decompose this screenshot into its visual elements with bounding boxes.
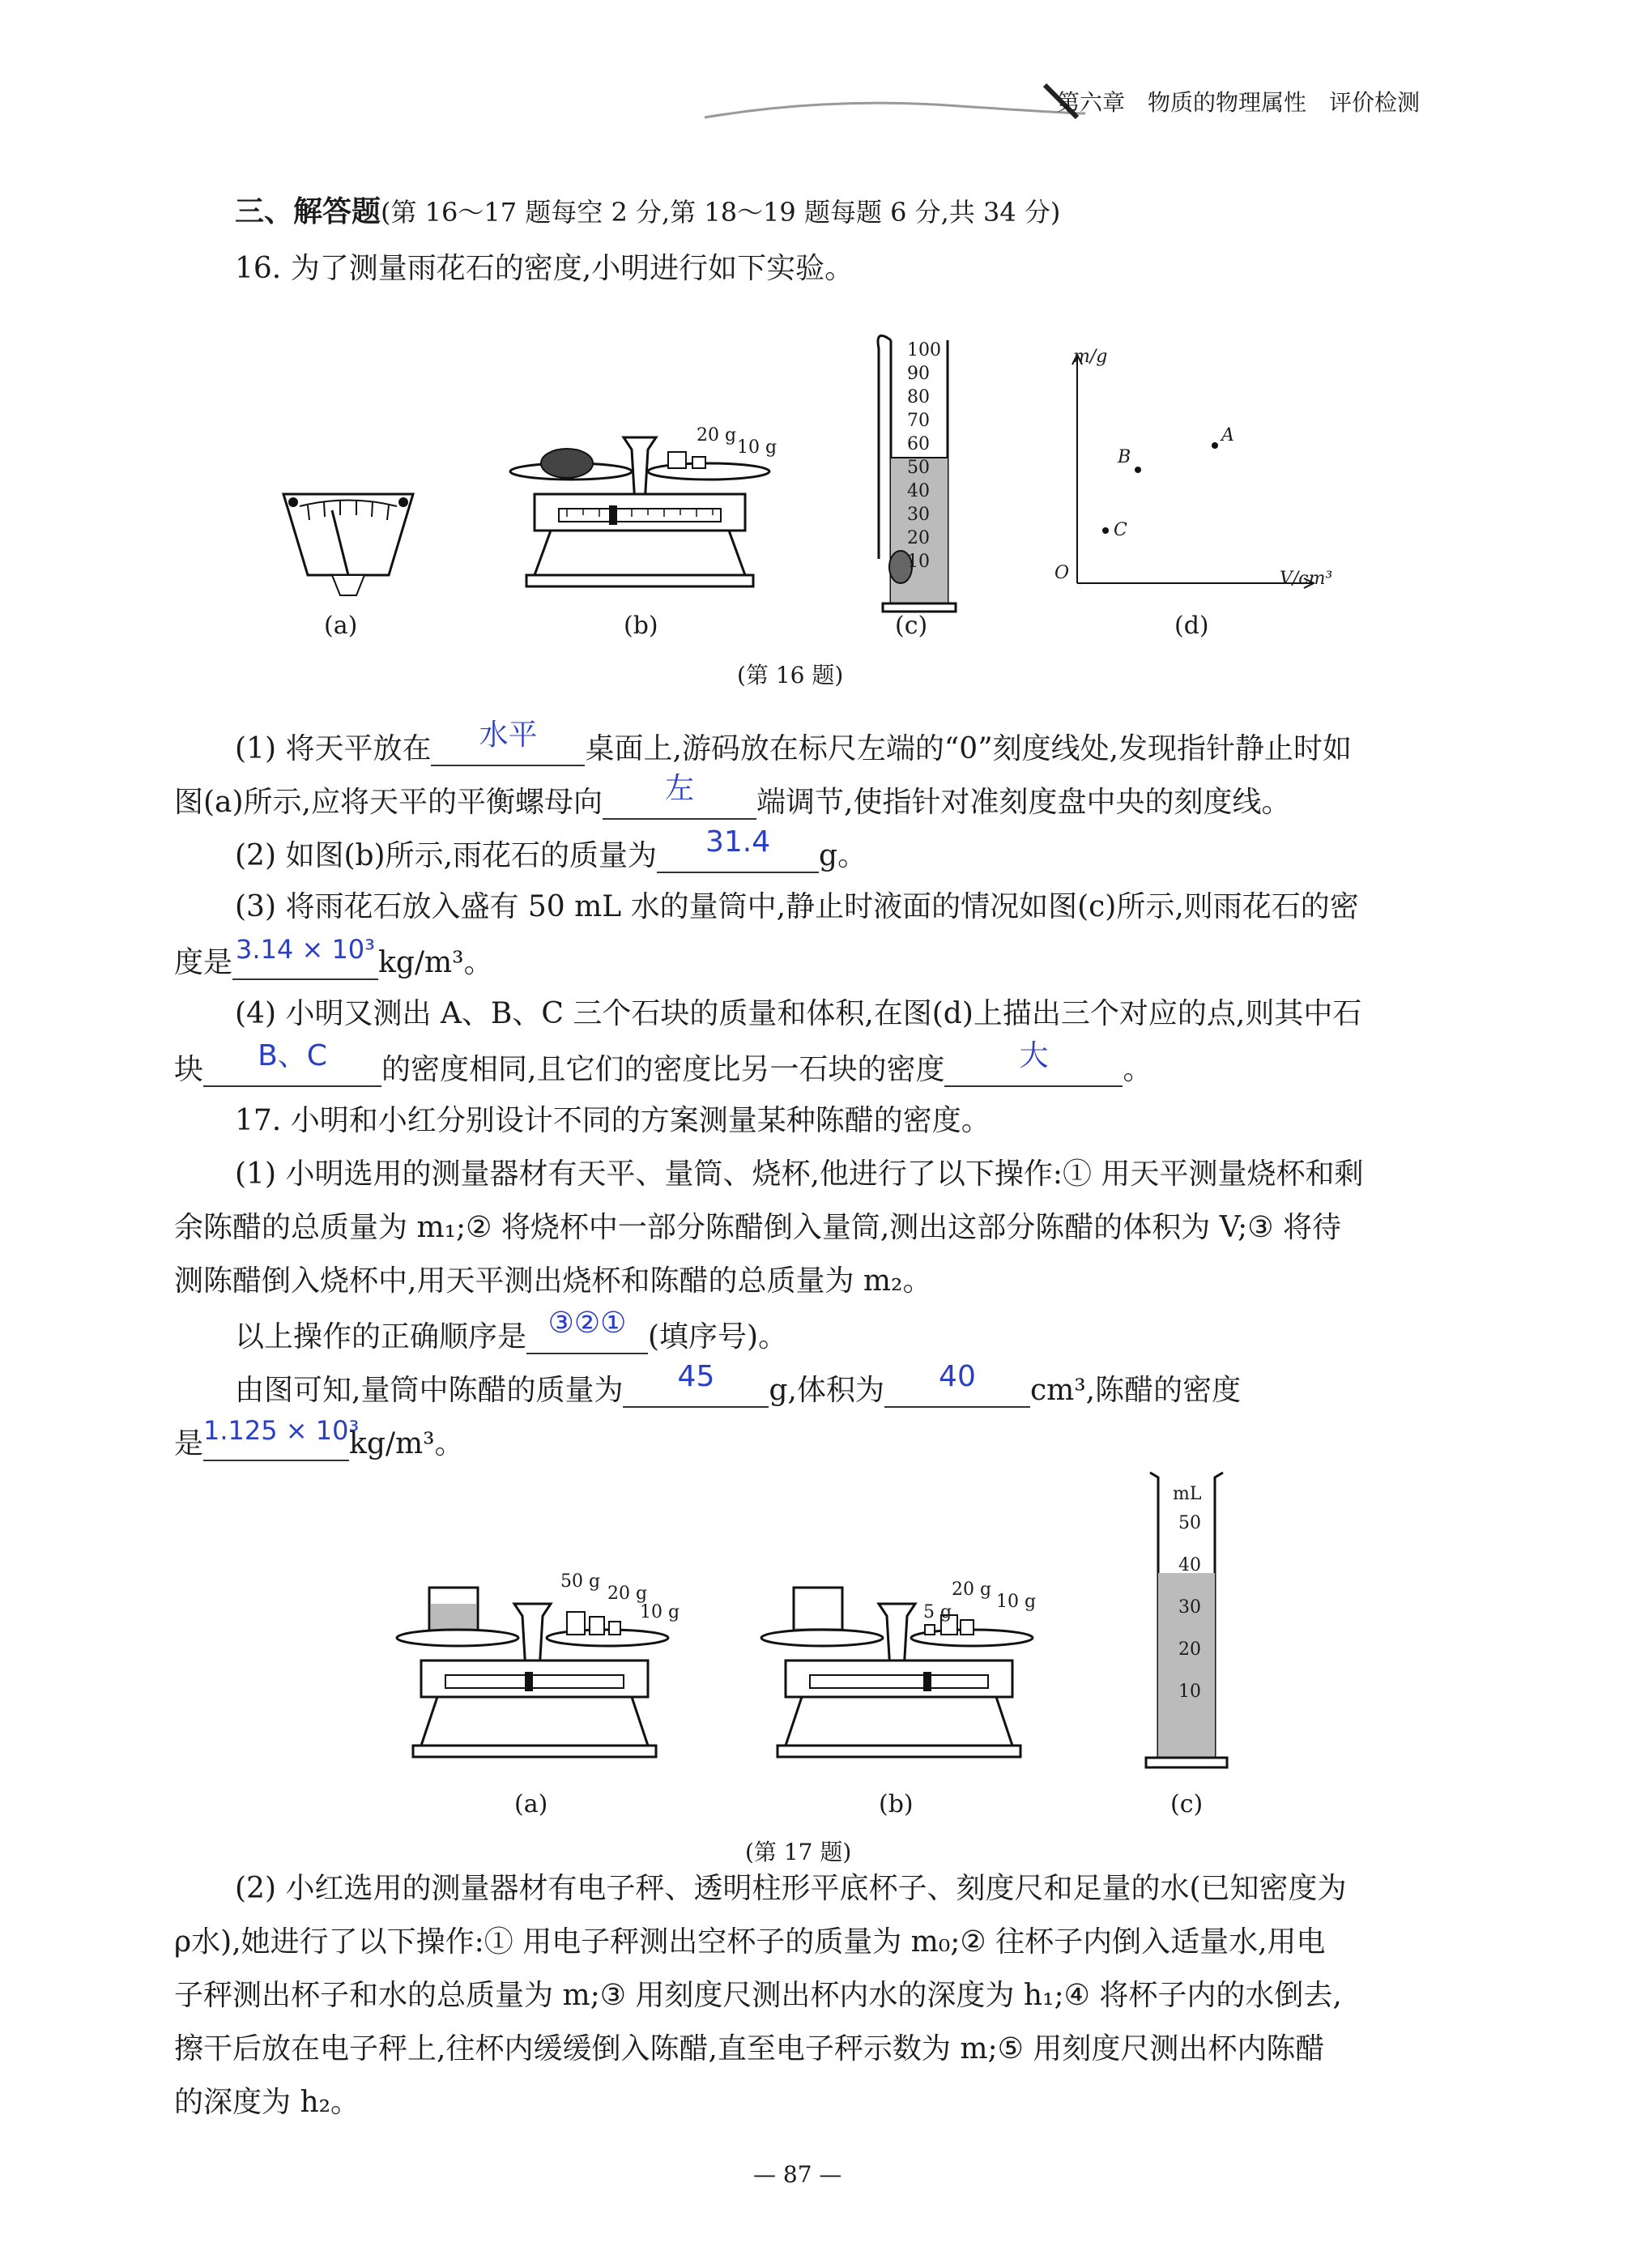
fig16-label-a: (a) xyxy=(324,612,358,640)
tick: 60 xyxy=(907,434,930,454)
fig16b-balance xyxy=(502,429,778,608)
answer: 1.125 × 10³ xyxy=(203,1415,360,1446)
q16-p4-line2 xyxy=(174,1039,1152,1087)
fig17c-unit: mL xyxy=(1173,1484,1202,1504)
answer: 40 xyxy=(939,1360,976,1393)
tick: 90 xyxy=(907,364,930,384)
fig16b-weight-10g: 10 g xyxy=(737,437,778,458)
fig17-label-a: (a) xyxy=(514,1790,548,1818)
point-B xyxy=(1135,467,1141,473)
fig17a-weight-10g: 10 g xyxy=(640,1602,680,1622)
answer: B、C xyxy=(258,1039,327,1072)
q17-density xyxy=(174,1415,464,1461)
q17-p2-line4: 擦干后放在电子秤上,往杯内缓缓倒入陈醋,直至电子秤示数为 m;⑤ 用刻度尺测出杯内陈醋 xyxy=(174,2032,1325,2066)
fig17b-weight-5g: 5 g xyxy=(923,1602,952,1622)
text: 桌面上,游码放在标尺左端的“0”刻度线处,发现指针静止时如 xyxy=(585,731,1353,765)
answer: ③②① xyxy=(547,1307,627,1340)
point-A xyxy=(1212,442,1218,449)
tick: 70 xyxy=(907,411,930,431)
q16-p3-line1: (3) 将雨花石放入盛有 50 mL 水的量筒中,静止时液面的情况如图(c)所示,则雨花石的密 xyxy=(235,890,1359,923)
graph-xlabel: V/cm³ xyxy=(1280,569,1333,589)
text: 由图可知,量筒中陈醋的质量为 xyxy=(235,1373,624,1407)
fig17c-tick: 40 xyxy=(1178,1555,1201,1575)
q17-p2-line3: 子秤测出杯子和水的总质量为 m;③ 用刻度尺测出杯内水的深度为 h₁;④ 将杯子内的水倒去, xyxy=(174,1979,1342,2012)
text: g。 xyxy=(819,838,867,872)
point-C xyxy=(1102,527,1109,534)
blank-6[interactable] xyxy=(944,1039,1123,1087)
text: 块 xyxy=(174,1052,204,1086)
q16-p3-line2 xyxy=(174,934,493,980)
tick: 50 xyxy=(907,458,930,478)
fig17c-tick: 10 xyxy=(1178,1682,1201,1702)
fig17a-weight-20g: 20 g xyxy=(607,1584,648,1604)
fig17c-tick: 50 xyxy=(1178,1513,1201,1533)
answer: 3.14 × 10³ xyxy=(236,934,375,965)
q17-p1-line2: 余陈醋的总质量为 m₁;② 将烧杯中一部分陈醋倒入量筒,测出这部分陈醋的体积为 V;③ 将待 xyxy=(174,1211,1341,1244)
q16-p4-line1: (4) 小明又测出 A、B、C 三个石块的质量和体积,在图(d)上描出三个对应的点,则其中石 xyxy=(235,997,1362,1030)
blank-10[interactable] xyxy=(203,1415,360,1461)
header-swoosh xyxy=(705,81,1093,130)
answer: 31.4 xyxy=(705,825,771,859)
tick: 20 xyxy=(907,528,930,548)
fig17-caption: (第 17 题) xyxy=(745,1839,852,1865)
figure-17 xyxy=(373,1466,1263,1863)
fig16-label-c: (c) xyxy=(895,612,928,640)
q17-p1-line3: 测陈醋倒入烧杯中,用天平测出烧杯和陈醋的总质量为 m₂。 xyxy=(174,1264,932,1298)
q17-order xyxy=(235,1307,788,1354)
tick: 40 xyxy=(907,481,930,501)
text: 。 xyxy=(1123,1052,1152,1086)
fig17a-weight-50g: 50 g xyxy=(560,1571,601,1592)
fig16-label-b: (b) xyxy=(624,612,658,640)
tick: 80 xyxy=(907,387,930,407)
text: 度是 xyxy=(174,945,233,979)
text: 以上操作的正确顺序是 xyxy=(235,1319,527,1354)
figure-16 xyxy=(243,308,1377,688)
graph-label-B: B xyxy=(1118,447,1131,467)
answer: 左 xyxy=(664,772,694,805)
graph-ylabel: m/g xyxy=(1073,347,1108,367)
blank-3[interactable] xyxy=(657,825,819,873)
fig17-label-c: (c) xyxy=(1170,1790,1204,1818)
fig16-label-d: (d) xyxy=(1174,612,1209,640)
text: 的密度相同,且它们的密度比另一石块的密度 xyxy=(381,1052,945,1086)
section-note: (第 16～17 题每空 2 分,第 18～19 题每题 6 分,共 34 分) xyxy=(381,197,1061,228)
blank-2[interactable] xyxy=(603,772,756,820)
page-number: — 87 — xyxy=(753,2161,842,2188)
q16-p1-line1 xyxy=(235,718,1353,766)
answer: 水平 xyxy=(479,718,538,752)
fig16a-dial xyxy=(275,478,421,599)
text: g,体积为 xyxy=(769,1373,884,1407)
fig17-label-b: (b) xyxy=(879,1790,914,1818)
text: (1) 将天平放在 xyxy=(235,731,432,765)
blank-7[interactable] xyxy=(526,1307,648,1354)
text: (2) 如图(b)所示,雨花石的质量为 xyxy=(235,838,658,872)
text: cm³,陈醋的密度 xyxy=(1029,1373,1242,1407)
fig17b-weight-20g: 20 g xyxy=(952,1580,992,1600)
fig17c-tick: 20 xyxy=(1178,1639,1201,1660)
q17-p2-line1: (2) 小红选用的测量器材有电子秤、透明柱形平底杯子、刻度尺和足量的水(已知密度为 xyxy=(235,1872,1347,1905)
answer: 45 xyxy=(677,1360,715,1393)
fig16b-weight-20g: 20 g xyxy=(697,425,737,446)
graph-origin: O xyxy=(1054,563,1070,583)
blank-9[interactable] xyxy=(884,1360,1030,1408)
q16-p2 xyxy=(235,825,867,873)
text: 图(a)所示,应将天平的平衡螺母向 xyxy=(174,785,603,819)
tick: 10 xyxy=(907,552,930,572)
q17-mass xyxy=(235,1360,1242,1408)
fig16d-graph xyxy=(1053,340,1320,591)
section-title: 三、解答题 xyxy=(235,195,381,228)
fig17b-weight-10g: 10 g xyxy=(996,1592,1037,1612)
section-heading xyxy=(235,194,1060,229)
fig16-caption: (第 16 题) xyxy=(737,662,844,688)
q17-p1-line1: (1) 小明选用的测量器材有天平、量筒、烧杯,他进行了以下操作:① 用天平测量烧杯和剩 xyxy=(235,1157,1364,1191)
text: (填序号)。 xyxy=(648,1319,788,1354)
q17-p2-line2: ρ水),她进行了以下操作:① 用电子秤测出空杯子的质量为 m₀;② 往杯子内倒入适量水,用电 xyxy=(174,1925,1326,1959)
blank-1[interactable] xyxy=(431,718,585,766)
q17-p2-line5: 的深度为 h₂。 xyxy=(174,2086,360,2119)
header-title: 第六章 物质的物理属性 评价检测 xyxy=(1057,89,1421,116)
fig17c-cylinder xyxy=(1142,1466,1231,1774)
text: kg/m³。 xyxy=(349,1426,464,1460)
answer: 大 xyxy=(1019,1039,1049,1072)
text: 是 xyxy=(174,1426,204,1460)
q17-intro: 17. 小明和小红分别设计不同的方案测量某种陈醋的密度。 xyxy=(235,1104,991,1137)
fig17c-tick: 30 xyxy=(1178,1597,1201,1618)
blank-8[interactable] xyxy=(623,1360,769,1408)
tick: 100 xyxy=(907,340,941,360)
text: 端调节,使指针对准刻度盘中央的刻度线。 xyxy=(756,785,1291,819)
header xyxy=(688,73,1620,138)
q16-p1-line2 xyxy=(174,772,1291,820)
blank-4[interactable] xyxy=(232,934,378,980)
blank-5[interactable] xyxy=(203,1039,381,1087)
q16-intro: 16. 为了测量雨花石的密度,小明进行如下实验。 xyxy=(235,252,854,285)
graph-label-A: A xyxy=(1221,425,1234,446)
tick: 30 xyxy=(907,505,930,525)
graph-label-C: C xyxy=(1114,520,1127,540)
text: kg/m³。 xyxy=(378,945,493,979)
